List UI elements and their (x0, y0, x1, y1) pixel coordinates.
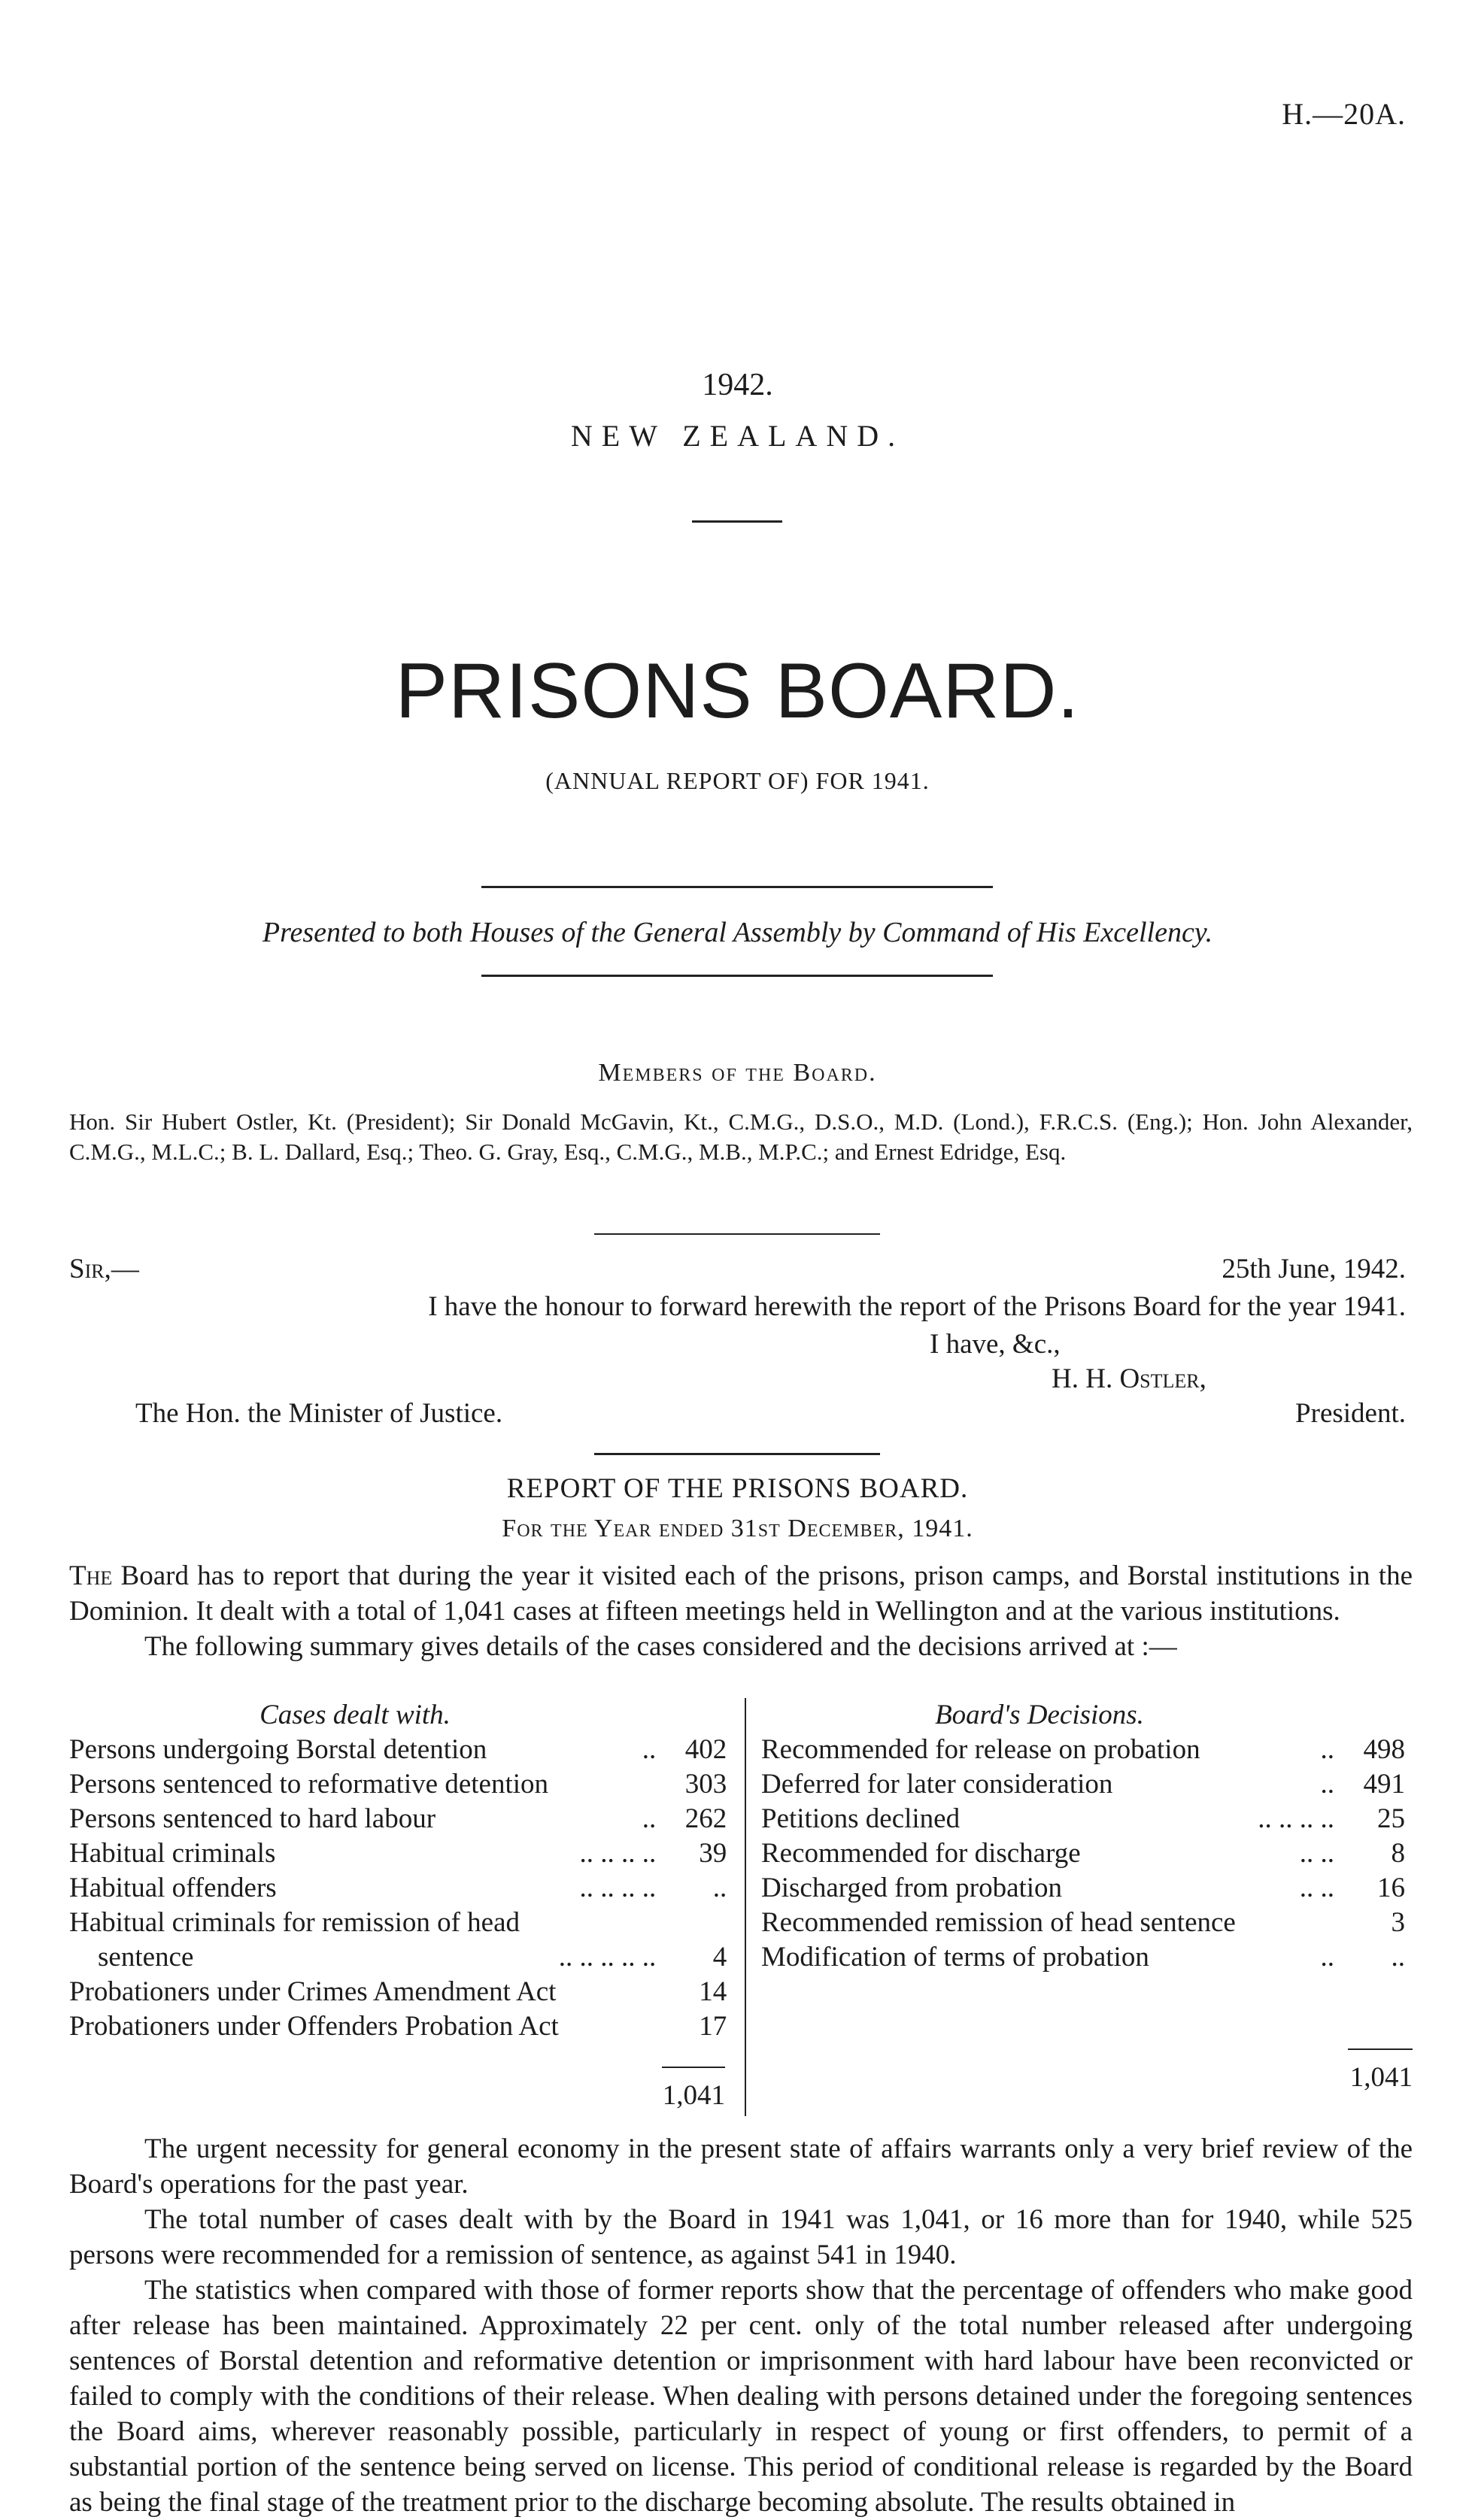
summary-row (761, 1836, 1413, 1871)
summary-left-table (69, 1733, 734, 2044)
summary-row-leader: .. (642, 1734, 657, 1765)
subtitle: (ANNUAL REPORT OF) FOR 1941. (545, 767, 930, 794)
salutation: Sir,— (69, 1254, 139, 1284)
summary-row-leader (559, 1767, 675, 1802)
summary-row-leader: .. (1320, 1942, 1334, 1973)
summary-left (69, 1698, 733, 2113)
summary-row-value: 303 (684, 1769, 727, 1800)
summary-row-label: Habitual criminals for remission of head (69, 1907, 520, 1938)
summary-row (69, 1733, 734, 1767)
summary-row (69, 1940, 734, 1975)
summary-row-leader: .. .. (1299, 1838, 1334, 1869)
summary-row-value: 39 (699, 1838, 727, 1869)
summary-right-table (761, 1733, 1413, 1975)
divider (594, 1453, 880, 1455)
summary-right (761, 1698, 1413, 2095)
summary-row-leader (1236, 1906, 1352, 1940)
summary-row (69, 1836, 734, 1871)
summary-row-leader: .. .. .. .. (579, 1873, 657, 1903)
summary-row-value: 25 (1377, 1803, 1405, 1834)
summary-row-label: Persons sentenced to hard labour (69, 1803, 436, 1834)
summary-right-total: 1,041 (1349, 2062, 1413, 2093)
intro-lead: The (69, 1560, 113, 1591)
summary-row-label: Habitual criminals (69, 1838, 276, 1869)
summary-row (761, 1802, 1413, 1836)
body-paragraph: The urgent necessity for general economy in the present state of affairs warrants only a very brief review of the Board's operations for the past year. (69, 2133, 1413, 2200)
summary-row-label: sentence (98, 1942, 194, 1973)
summary-row-label: Persons sentenced to reformative detention (69, 1769, 549, 1800)
summary-row-label: Persons undergoing Borstal detention (69, 1734, 487, 1765)
summary-row (69, 1767, 734, 1802)
summary-right-total-rule (1348, 2048, 1413, 2050)
summary-row-label: Habitual offenders (69, 1873, 277, 1903)
summary-row-leader: .. (642, 1803, 657, 1834)
letter-date: 25th June, 1942. (1222, 1254, 1406, 1284)
summary-row (69, 1871, 734, 1906)
body-paragraph: The total number of cases dealt with by the Board in 1941 was 1,041, or 16 more than for 1940, while 525 persons were recommended for a remission of sentence, as against 541 in 1940. (69, 2204, 1413, 2270)
summary-right-heading: Board's Decisions. (935, 1700, 1144, 1730)
summary-row-value: 402 (684, 1734, 727, 1765)
country: NEW ZEALAND. (570, 419, 905, 453)
page-identifier: H.—20A. (1282, 97, 1406, 131)
summary-row (761, 1733, 1413, 1767)
summary-row-label: Modification of terms of probation (761, 1942, 1149, 1973)
summary-row-leader (559, 2009, 675, 2044)
summary-row (69, 1906, 734, 1940)
summary-row (761, 1767, 1413, 1802)
summary-row-label: Probationers under Crimes Amendment Act (69, 1976, 557, 2007)
summary-row (761, 1871, 1413, 1906)
intro-text: Board has to report that during the year it visited each of the prisons, prison camps, and Borstal institutions in the Dominion. It dealt with a total of 1,041 cases at fifteen meetings held in Wellington and at the various institutions. (69, 1560, 1413, 1627)
summary-separator (745, 1698, 746, 2116)
summary-row (761, 1940, 1413, 1975)
summary-row-leader (559, 1975, 675, 2009)
summary-row-leader: .. .. .. .. .. (558, 1942, 657, 1973)
summary-row-leader: .. (1320, 1734, 1334, 1765)
summary-row-value (674, 1906, 734, 1940)
summary-row-label: Recommended for release on probation (761, 1734, 1200, 1765)
summary-left-total-rule (662, 2067, 725, 2068)
letter-closing: I have, &c., (930, 1329, 1061, 1360)
summary-row-value: 491 (1363, 1769, 1405, 1800)
letter-body: I have the honour to forward herewith the report of the Prisons Board for the year 1941. (428, 1291, 1406, 1322)
summary-row-label: Discharged from probation (761, 1873, 1063, 1903)
summary-row-value: 3 (1391, 1907, 1405, 1938)
divider (481, 975, 993, 977)
summary-row (69, 1802, 734, 1836)
summary-row-label: Recommended for discharge (761, 1838, 1081, 1869)
presented-line: Presented to both Houses of the General Assembly by Command of His Excellency. (262, 917, 1213, 948)
summary-row-leader: .. (1320, 1769, 1334, 1800)
summary-row-value: 16 (1377, 1873, 1405, 1903)
summary-row-label: Probationers under Offenders Probation Act (69, 2011, 559, 2042)
summary-row-value: .. (1391, 1942, 1405, 1973)
divider (481, 886, 993, 888)
letter-sig-title: President. (1295, 1398, 1406, 1429)
summary-row-leader (559, 1906, 675, 1940)
summary-row-leader: .. .. (1299, 1873, 1334, 1903)
summary-row-value: 262 (684, 1803, 727, 1834)
summary-row-label: Petitions declined (761, 1803, 961, 1834)
report-subheading: For the Year ended 31st December, 1941. (502, 1515, 973, 1542)
summary-row-label: Recommended remission of head sentence (761, 1907, 1236, 1938)
summary-row (69, 2009, 734, 2044)
summary-row-value: 498 (1363, 1734, 1405, 1765)
divider (594, 1233, 880, 1235)
summary-row-value: 4 (712, 1942, 727, 1973)
intro-summary-line: The following summary gives details of the cases considered and the decisions arrived at :— (144, 1631, 1177, 1662)
summary-row (69, 1975, 734, 2009)
summary-row-leader: .. .. .. .. (1258, 1803, 1334, 1834)
members-list: Hon. Sir Hubert Ostler, Kt. (President); Sir Donald McGavin, Kt., C.M.G., D.S.O., M.D. (Lond.), F.R.C.S. (Eng.); Hon. John Alexander, C.M.G., M.L.C.; B. L. Dallard, Esq.; Theo. G. Gray, Esq., C.M.G., M.B., M.P.C.; and Ernest Edridge, Esq. (69, 1108, 1413, 1165)
body-paragraph: The statistics when compared with those of former reports show that the percentage of offenders who make good after release has been maintained. Approximately 22 per cent. only of the total number released after undergoing sentences of Borstal detention and reformative detention or imprisonment with hard labour have been reconvicted or failed to comply with the conditions of their release. When dealing with persons detained under the foregoing sentences the Board aims, wherever reasonably possible, particularly in respect of young or first offenders, to permit of a substantial portion of the sentence being served on license. This period of conditional release is regarded by the Board as being the final stage of the treatment prior to the discharge becoming absolute. The results obtained in (69, 2275, 1413, 2518)
summary-left-heading: Cases dealt with. (259, 1700, 451, 1730)
summary-row-label: Deferred for later consideration (761, 1769, 1113, 1800)
divider (692, 520, 782, 523)
members-heading: Members of the Board. (598, 1059, 877, 1087)
page-title: PRISONS BOARD. (395, 647, 1080, 735)
summary-row-value: 17 (699, 2011, 727, 2042)
summary-left-total: 1,041 (662, 2080, 725, 2111)
report-body (69, 2131, 1413, 2520)
letter-signature: H. H. Ostler, (1052, 1363, 1206, 1394)
summary-row-value: .. (712, 1873, 727, 1903)
letter-addressee: The Hon. the Minister of Justice. (135, 1398, 503, 1429)
report-intro (69, 1558, 1413, 1664)
year: 1942. (702, 368, 773, 402)
summary-row-value: 14 (699, 1976, 727, 2007)
summary-row (761, 1906, 1413, 1940)
summary-row-value: 8 (1391, 1838, 1405, 1869)
report-heading: REPORT OF THE PRISONS BOARD. (506, 1473, 969, 1504)
summary-row-leader: .. .. .. .. (579, 1838, 657, 1869)
